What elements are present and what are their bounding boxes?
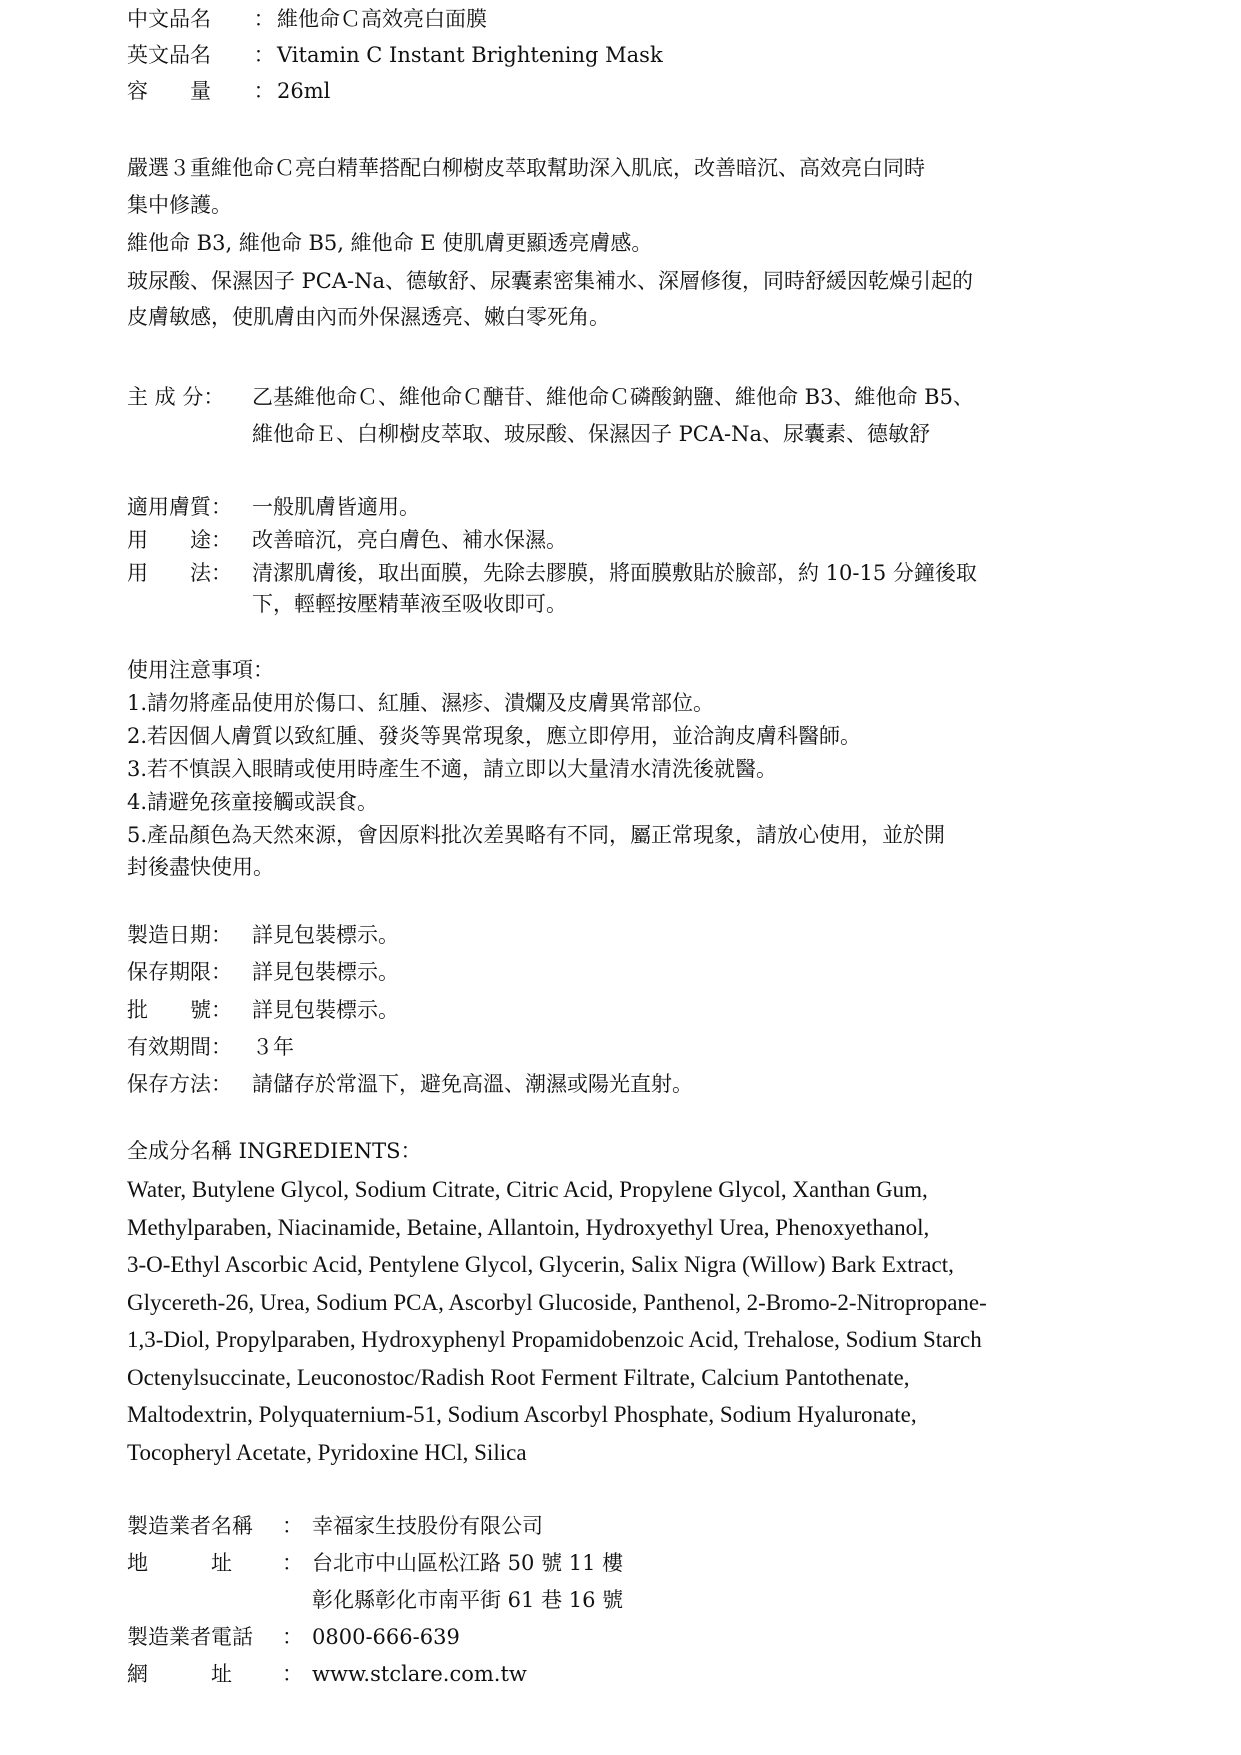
description-line: 皮膚敏感，使肌膚由內而外保濕透亮、嫩白零死角。 [127,305,610,329]
batch-label: 批 號： [127,998,232,1022]
en-name-label: 英文品名 [127,43,211,67]
website-label: 網 址 [127,1662,232,1686]
manufacturer-name-label: 製造業者名稱 [127,1514,253,1538]
phone: 0800-666-639 [312,1625,460,1649]
caution-item: 4.請避免孩童接觸或誤食。 [127,790,379,814]
address-label: 地 址 [127,1551,232,1575]
description-line: 嚴選３重維他命Ｃ亮白精華搭配白柳樹皮萃取幫助深入肌底，改善暗沉、高效亮白同時 [127,156,925,180]
description-line: 玻尿酸、保濕因子 PCA-Na、德敏舒、尿囊素密集補水、深層修復，同時舒緩因乾燥引起的 [127,269,974,293]
skin-type-row [127,492,420,522]
main-ingredients-line: 乙基維他命Ｃ、維他命Ｃ醣苷、維他命Ｃ磷酸鈉鹽、維他命 B3、維他命 B5、 [252,385,974,409]
volume-row [127,76,330,106]
caution-item: 3.若不慎誤入眼睛或使用時產生不適，請立即以大量清水清洗後就醫。 [127,757,778,781]
description-line: 維他命 B3, 維他命 B5, 維他命 E 使肌膚更顯透亮膚感。 [127,231,653,255]
colon: ： [247,43,275,67]
storage-method: 請儲存於常溫下，避免高溫、潮濕或陽光直射。 [252,1072,693,1096]
purpose-label: 用 途： [127,528,232,552]
ingredients-line: Glycereth-26, Urea, Sodium PCA, Ascorbyl Glucoside, Panthenol, 2-Bromo-2-Nitropropane- [127,1290,987,1315]
ingredients-line: Water, Butylene Glycol, Sodium Citrate, Citric Acid, Propylene Glycol, Xanthan Gum, [127,1177,928,1202]
mfg-date-row [127,920,399,950]
main-ingredients-label: 主 成 分： [127,385,225,409]
address-row [127,1548,623,1578]
volume-label: 容 量 [127,79,211,103]
en-name: Vitamin C Instant Brightening Mask [277,43,663,67]
volume: 26ml [277,79,331,103]
validity-row [127,1032,294,1062]
phone-label: 製造業者電話 [127,1625,253,1649]
validity: ３年 [252,1035,294,1059]
storage-method-row [127,1069,693,1099]
caution-item: 1.請勿將產品使用於傷口、紅腫、濕疹、潰爛及皮膚異常部位。 [127,691,715,715]
colon: ： [282,1625,303,1649]
method-line: 清潔肌膚後，取出面膜，先除去膠膜，將面膜敷貼於臉部，約 10-15 分鐘後取 [252,561,977,585]
purpose-row [127,525,567,555]
mfg-date-label: 製造日期： [127,923,232,947]
ingredients-title: 全成分名稱 INGREDIENTS： [127,1139,422,1163]
address-2: 彰化縣彰化市南平街 61 巷 16 號 [312,1588,624,1612]
caution-item: 封後盡快使用。 [127,855,274,879]
skin-type: 一般肌膚皆適用。 [252,495,420,519]
address-1: 台北市中山區松江路 50 號 11 樓 [312,1551,624,1575]
caution-item: 2.若因個人膚質以致紅腫、發炎等異常現象，應立即停用，並洽詢皮膚科醫師。 [127,724,862,748]
en-name-row [127,40,663,70]
main-ingredients-row [127,382,974,412]
cautions-title: 使用注意事項： [127,658,274,682]
colon: ： [247,7,275,31]
skin-type-label: 適用膚質： [127,495,232,519]
ingredients-line: Maltodextrin, Polyquaternium-51, Sodium Ascorbyl Phosphate, Sodium Hyaluronate, [127,1402,917,1427]
main-ingredients-line: 維他命Ｅ、白柳樹皮萃取、玻尿酸、保濕因子 PCA-Na、尿囊素、德敏舒 [252,422,931,446]
shelf-life-label: 保存期限： [127,960,232,984]
validity-label: 有效期間： [127,1035,232,1059]
description-line: 集中修護。 [127,193,232,217]
colon: ： [247,79,275,103]
ingredients-line: 3-O-Ethyl Ascorbic Acid, Pentylene Glycol, Glycerin, Salix Nigra (Willow) Bark Extract, [127,1252,954,1277]
shelf-life: 詳見包裝標示。 [252,960,399,984]
caution-item: 5.產品顏色為天然來源，會因原料批次差異略有不同，屬正常現象，請放心使用，並於開 [127,823,946,847]
method-line: 下，輕輕按壓精華液至吸收即可。 [252,592,567,616]
colon: ： [282,1514,303,1538]
ingredients-line: Octenylsuccinate, Leuconostoc/Radish Root Ferment Filtrate, Calcium Pantothenate, [127,1365,910,1390]
storage-method-label: 保存方法： [127,1072,232,1096]
ingredients-line: Methylparaben, Niacinamide, Betaine, Allantoin, Hydroxyethyl Urea, Phenoxyethanol, [127,1215,930,1240]
cn-name-row [127,4,487,34]
ingredients-line: Tocopheryl Acetate, Pyridoxine HCl, Silica [127,1440,527,1465]
cn-name-label: 中文品名 [127,7,211,31]
method-label: 用 法： [127,561,232,585]
mfg-date: 詳見包裝標示。 [252,923,399,947]
colon: ： [282,1662,303,1686]
batch-row [127,995,399,1025]
method-row [127,558,977,588]
phone-row [127,1622,460,1652]
shelf-life-row [127,957,399,987]
manufacturer-name-row [127,1511,543,1541]
manufacturer-name: 幸福家生技股份有限公司 [312,1514,543,1538]
purpose: 改善暗沉，亮白膚色、補水保濕。 [252,528,567,552]
cn-name: 維他命Ｃ高效亮白面膜 [277,7,487,31]
ingredients-line: 1,3-Diol, Propylparaben, Hydroxyphenyl Propamidobenzoic Acid, Trehalose, Sodium Starch [127,1327,982,1352]
website-row [127,1659,527,1689]
batch: 詳見包裝標示。 [252,998,399,1022]
website-link[interactable]: www.stclare.com.tw [312,1662,527,1686]
colon: ： [282,1551,303,1575]
